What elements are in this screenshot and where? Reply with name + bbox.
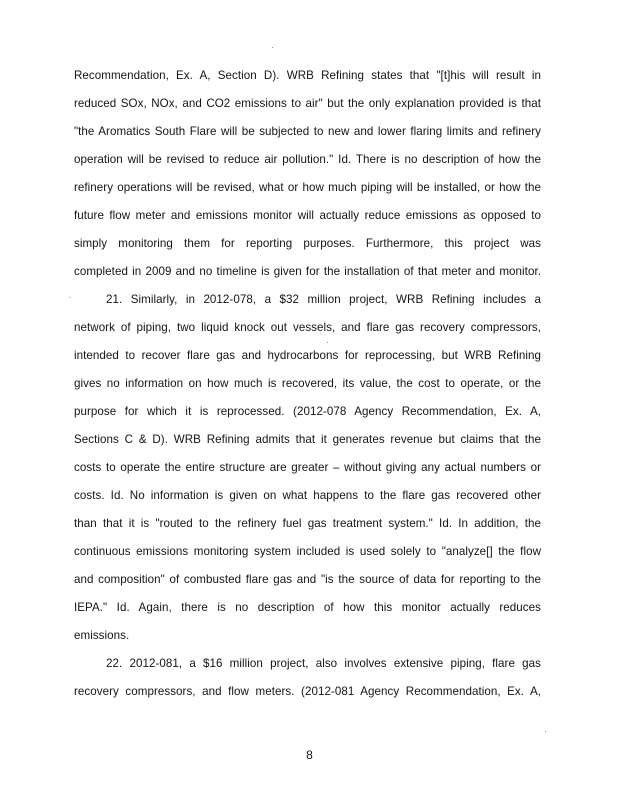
text-line: Sections C & D). WRB Refining admits that it generates revenue but claims that the (74, 433, 541, 446)
text-line: costs to operate the entire structure are greater – without giving any actual numbers or (74, 461, 541, 474)
scan-speck (545, 731, 546, 732)
paragraph-21-start: 21. Similarly, in 2012-078, a $32 million project, WRB Refining includes a (106, 293, 541, 306)
scan-speck (272, 47, 273, 48)
text-line: refinery operations will be revised, what or how much piping will be installed, or how the (74, 181, 541, 194)
text-line: future flow meter and emissions monitor will actually reduce emissions as opposed to (74, 209, 541, 222)
text-line: costs. Id. No information is given on what happens to the flare gas recovered other (74, 489, 541, 502)
text-line: "the Aromatics South Flare will be subjected to new and lower flaring limits and refinery (74, 125, 541, 138)
text-line: continuous emissions monitoring system included is used solely to "analyze[] the flow (74, 545, 541, 558)
text-line: Recommendation, Ex. A, Section D). WRB Refining states that "[t]his will result in (74, 69, 541, 82)
text-line: IEPA." Id. Again, there is no description of how this monitor actually reduces (74, 601, 541, 614)
text-line: gives no information on how much is recovered, its value, the cost to operate, or the (74, 377, 541, 390)
paragraph-22-start: 22. 2012-081, a $16 million project, also involves extensive piping, flare gas (106, 657, 541, 670)
scan-speck (327, 342, 328, 343)
text-line: purpose for which it is reprocessed. (2012-078 Agency Recommendation, Ex. A, (74, 405, 541, 418)
text-line: intended to recover flare gas and hydrocarbons for reprocessing, but WRB Refining (74, 349, 541, 362)
text-line: reduced SOx, NOx, and CO2 emissions to air" but the only explanation provided is that (74, 97, 541, 110)
text-line: recovery compressors, and flow meters. (2012-081 Agency Recommendation, Ex. A, (74, 685, 541, 698)
text-line: emissions. (74, 629, 130, 642)
text-line: operation will be revised to reduce air pollution." Id. There is no description of how the (74, 153, 541, 166)
page-number: 8 (306, 748, 313, 762)
text-line: network of piping, two liquid knock out vessels, and flare gas recovery compressors, (74, 321, 541, 334)
text-line: than that it is "routed to the refinery fuel gas treatment system." Id. In addition, the (74, 517, 541, 530)
scan-speck (69, 297, 70, 298)
text-line: completed in 2009 and no timeline is given for the installation of that meter and monitor. (74, 265, 541, 278)
text-line: simply monitoring them for reporting purposes. Furthermore, this project was (74, 237, 541, 250)
text-line: and composition" of combusted flare gas and "is the source of data for reporting to the (74, 573, 541, 586)
